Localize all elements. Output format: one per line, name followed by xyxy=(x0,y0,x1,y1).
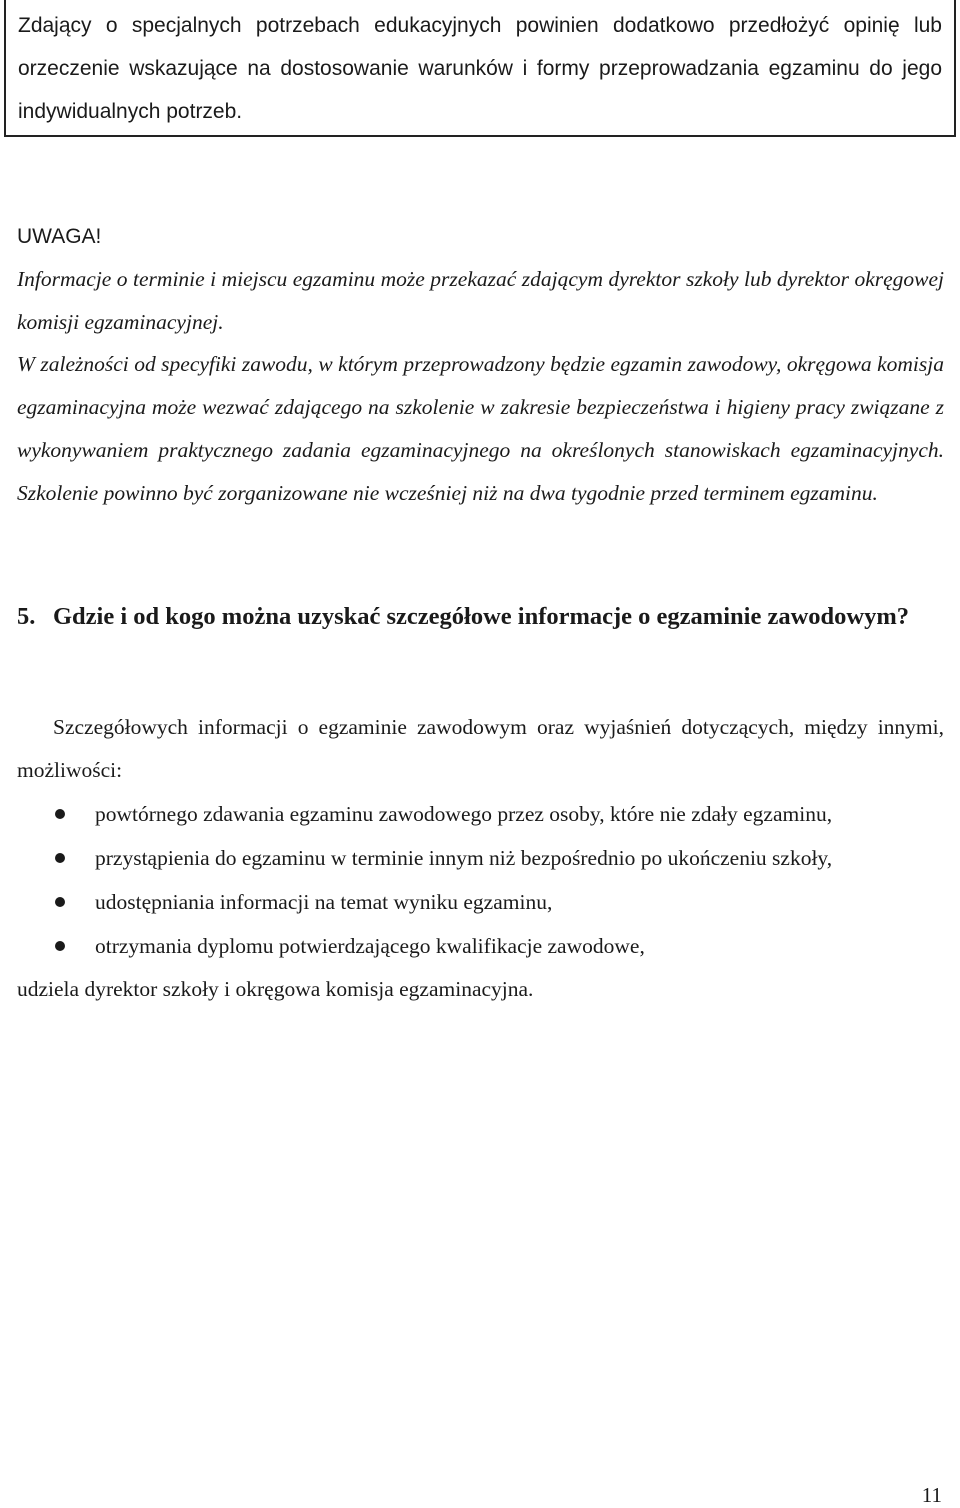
bullet-icon xyxy=(55,809,65,819)
safety-training-paragraph: W zależności od specyfiki zawodu, w którym przeprowadzony będzie egzamin zawodowy, okręgowa komisja egzaminacyjna może wezwać zdającego na szkolenie w zakresie bezpieczeństwa i higieny pracy związane z wykonywaniem praktycznego zadania egzaminacyjnego na określonych stanowiskach egzaminacyjnych. Szkolenie powinno być zorganizowane nie wcześniej niż na dwa tygodnie przed terminem egzaminu. xyxy=(17,352,944,505)
list-item xyxy=(0,880,960,924)
list-item xyxy=(0,924,960,968)
closing-sentence: udziela dyrektor szkoły i okręgowa komisja egzaminacyjna. xyxy=(17,977,534,1001)
list-item xyxy=(0,836,960,880)
section-number: 5. xyxy=(17,603,36,630)
bullet-icon xyxy=(55,941,65,951)
section-intro-paragraph: Szczegółowych informacji o egzaminie zawodowym oraz wyjaśnień dotyczących, między innymi, możliwości: xyxy=(17,715,944,782)
list-item xyxy=(0,792,960,836)
special-needs-note-text: Zdający o specjalnych potrzebach edukacyjnych powinien dodatkowo przedłożyć opinię lub orzeczenie wskazujące na dostosowanie warunków i formy przeprowadzania egzaminu do jego indywidualnych potrzeb. xyxy=(18,14,942,123)
bullet-icon xyxy=(55,853,65,863)
section-title: Gdzie i od kogo można uzyskać szczegółowe informacje o egzaminie zawodowym? xyxy=(53,603,909,630)
section-heading xyxy=(17,602,944,632)
bullet-icon xyxy=(55,897,65,907)
topics-list xyxy=(0,792,960,968)
list-item-text: powtórnego zdawania egzaminu zawodowego przez osoby, które nie zdały egzaminu, xyxy=(95,802,833,826)
list-item-text: otrzymania dyplomu potwierdzającego kwalifikacje zawodowe, xyxy=(95,934,645,958)
exam-info-paragraph: Informacje o terminie i miejscu egzaminu może przekazać zdającym dyrektor szkoły lub dyrektor okręgowej komisji egzaminacyjnej. xyxy=(17,267,944,334)
list-item-text: udostępniania informacji na temat wyniku egzaminu, xyxy=(95,890,553,914)
uwaga-label: UWAGA! xyxy=(17,225,102,248)
special-needs-note-box xyxy=(4,0,956,137)
list-item-text: przystąpienia do egzaminu w terminie innym niż bezpośrednio po ukończeniu szkoły, xyxy=(95,846,833,870)
page-number: 11 xyxy=(921,1483,942,1507)
